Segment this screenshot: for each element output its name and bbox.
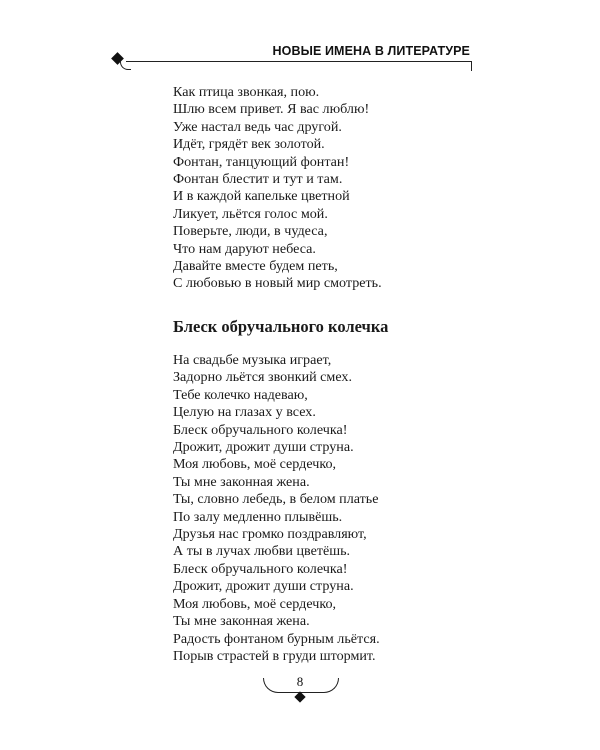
poem-line: Блеск обручального колечка! [173, 560, 348, 577]
poem-line: И в каждой капельке цветной [173, 188, 350, 205]
poem-title: Блеск обручального колечка [173, 317, 389, 336]
poem-line: Фонтан, танцующий фонтан! [173, 153, 350, 170]
poem-line: Моя любовь, моё сердечко, [173, 595, 337, 612]
poem-line: Ты мне законная жена. [173, 613, 310, 630]
header-title: НОВЫЕ ИМЕНА В ЛИТЕРАТУРЕ [272, 44, 470, 58]
poem-line: Порыв страстей в груди штормит. [173, 647, 376, 664]
poem-line: Шлю всем привет. Я вас люблю! [173, 101, 370, 118]
poem-line: Задорно льётся звонкий смех. [173, 369, 352, 386]
poem-line: Радость фонтаном бурным льётся. [173, 630, 380, 647]
poem-line: Тебе колечко надеваю, [173, 386, 308, 403]
poem-line: Блеск обручального колечка! [173, 421, 348, 438]
poem-line: Идёт, грядёт век золотой. [173, 136, 325, 153]
poem-line: Ликует, льётся голос мой. [173, 205, 328, 222]
poem-stanza-1 [173, 84, 382, 293]
poem-line: Ты мне законная жена. [173, 473, 310, 490]
poem-line: Моя любовь, моё сердечко, [173, 456, 337, 473]
diamond-ornament-icon [294, 691, 305, 702]
poem-line: Фонтан блестит и тут и там. [173, 171, 343, 188]
poem-line: Поверьте, люди, в чудеса, [173, 223, 328, 240]
page-number: 8 [296, 674, 304, 689]
header-rule [126, 61, 472, 62]
poem-stanza-2 [173, 352, 380, 665]
poem-line: Что нам даруют небеса. [173, 240, 316, 257]
running-header [112, 44, 482, 74]
poem-line: Друзья нас громко поздравляют, [173, 526, 367, 543]
header-rule-end [471, 61, 472, 71]
poem-line: На свадьбе музыка играет, [173, 352, 332, 368]
poem-line: Дрожит, дрожит души струна. [173, 578, 354, 595]
page-footer [245, 674, 355, 714]
poem-line: Ты, словно лебедь, в белом платье [173, 491, 379, 508]
poem-line: С любовью в новый мир смотреть. [173, 275, 382, 292]
poem-line: Давайте вместе будем петь, [173, 258, 338, 275]
poem-line: А ты в лучах любви цветёшь. [173, 543, 351, 560]
header-ornament-curve [120, 61, 131, 70]
poem-line: Как птица звонкая, пою. [173, 84, 320, 100]
poem-line: По залу медленно плывёшь. [173, 508, 343, 525]
poem-line: Уже настал ведь час другой. [173, 118, 342, 135]
poem-line: Целую на глазах у всех. [173, 404, 316, 421]
poem-line: Дрожит, дрожит души струна. [173, 439, 354, 456]
